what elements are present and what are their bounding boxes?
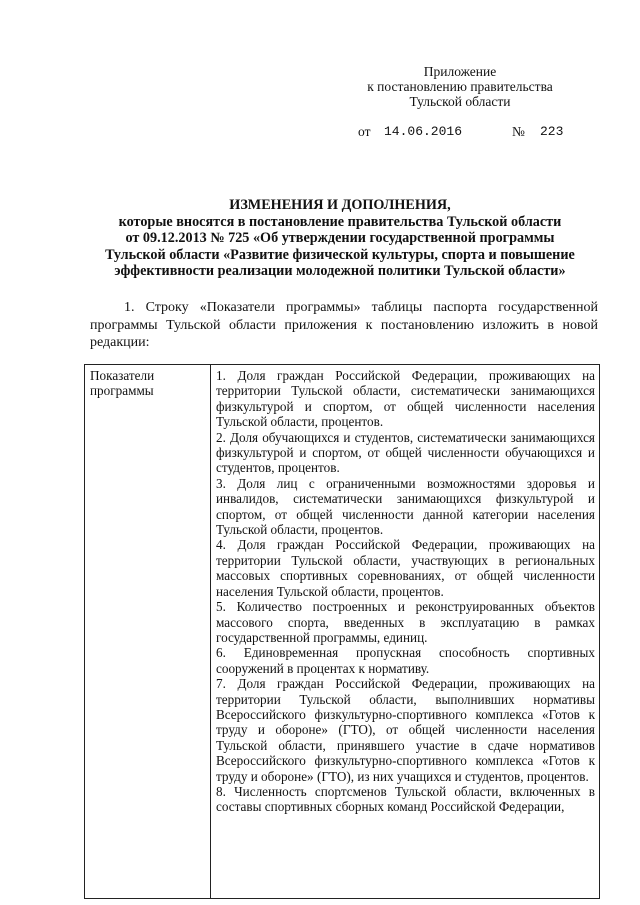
title-line: ИЗМЕНЕНИЯ И ДОПОЛНЕНИЯ, bbox=[229, 197, 451, 213]
list-item: 4. Доля граждан Российской Федерации, проживающих на территории Тульской области, участвующих в региональных массовых спортивных соревнованиях, от общей численности населения Тульской области, процентов. bbox=[216, 537, 595, 599]
decree-date: 14.06.2016 bbox=[384, 124, 463, 139]
row-label: Показатели программы bbox=[90, 368, 155, 399]
list-item: 3. Доля лиц с ограниченными возможностями здоровья и инвалидов, систематически занимающихся физкультурой и спортом, от общей численности данной категории населения Тульской области, процентов. bbox=[216, 475, 595, 538]
indicators-cell bbox=[211, 365, 600, 899]
row-label-cell bbox=[85, 365, 211, 899]
title-line: эффективности реализации молодежной политики Тульской области» bbox=[114, 263, 566, 279]
date-prefix: от bbox=[358, 124, 371, 139]
decree-number: 223 bbox=[540, 124, 564, 139]
number-label: № bbox=[512, 124, 525, 139]
indicators-table bbox=[84, 364, 600, 899]
title-line: Тульской области «Развитие физической культуры, спорта и повышение bbox=[105, 246, 575, 263]
list-item: 1. Доля граждан Российской Федерации, проживающих на территории Тульской области, систематически занимающихся физкультурой и спортом, от общей численности населения Тульской области, процентов. bbox=[216, 368, 595, 430]
list-item: 5. Количество построенных и реконструированных объектов массового спорта, введенных в эксплуатацию в рамках государственной программы, единиц. bbox=[216, 599, 595, 645]
intro-text: 1. Строку «Показатели программы» таблицы паспорта государственной программы Тульской области приложения к постановлению изложить в новой редакции: bbox=[90, 300, 598, 350]
list-item: 2. Доля обучающихся и студентов, систематически занимающихся физкультурой и спортом, от общей численности обучающихся и студентов, процентов. bbox=[216, 429, 595, 476]
table-row bbox=[85, 365, 600, 899]
intro-paragraph bbox=[90, 299, 598, 352]
document-title bbox=[90, 197, 590, 280]
appendix-line: к постановлению правительства bbox=[367, 79, 553, 94]
list-item: 6. Единовременная пропускная способность спортивных сооружений в процентах к нормативу. bbox=[216, 645, 595, 676]
title-line: которые вносятся в постановление правительства Тульской области bbox=[118, 213, 562, 230]
decree-reference bbox=[358, 124, 598, 140]
appendix-block bbox=[340, 64, 580, 109]
list-item: 8. Численность спортсменов Тульской области, включенных в составы спортивных сборных команд Российской Федерации, bbox=[216, 783, 595, 815]
appendix-line: Тульской области bbox=[409, 94, 511, 109]
title-line: от 09.12.2013 № 725 «Об утверждении государственной программы bbox=[125, 230, 555, 246]
appendix-line: Приложение bbox=[423, 64, 497, 79]
list-item: 7. Доля граждан Российской Федерации, проживающих на территории Тульской области, выполнивших нормативы Всероссийского физкультурно-спортивного комплекса «Готов к труду и обороне» (ГТО), от общей численности населения Тульской области, принявшего участие в сдаче нормативов Всероссийского физкультурно-спортивного комплекса «Готов к труду и обороне» (ГТО), из них учащихся и студентов, процентов. bbox=[216, 676, 595, 784]
